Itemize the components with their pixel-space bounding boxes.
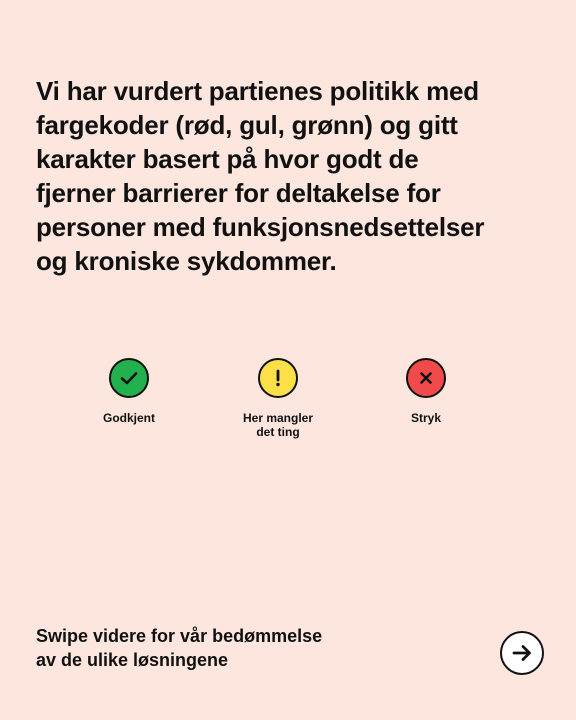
x-icon [406,358,446,398]
legend-label-approved: Godkjent [102,411,155,425]
headline: Vi har vurdert partienes politikk med fargekoder (rød, gul, grønn) og gitt karakter basert på hvor godt de fjerner barrierer for deltakelse for personer med funksjonsnedsettelser og kroniske sykdommer. [36,76,485,276]
legend-item-fail [356,358,496,425]
legend-label-fail: Stryk [410,411,442,425]
arrow-right-icon [510,641,534,665]
legend-item-approved [59,358,199,425]
next-slide-button[interactable] [500,631,544,675]
swipe-instruction: Swipe videre for vår bedømmelse av de ulike løsningene [36,626,323,670]
legend-item-missing [208,358,348,439]
legend-label-missing: Her mangler det ting [242,411,314,439]
color-legend [0,358,576,458]
check-icon [109,358,149,398]
exclamation-icon [258,358,298,398]
